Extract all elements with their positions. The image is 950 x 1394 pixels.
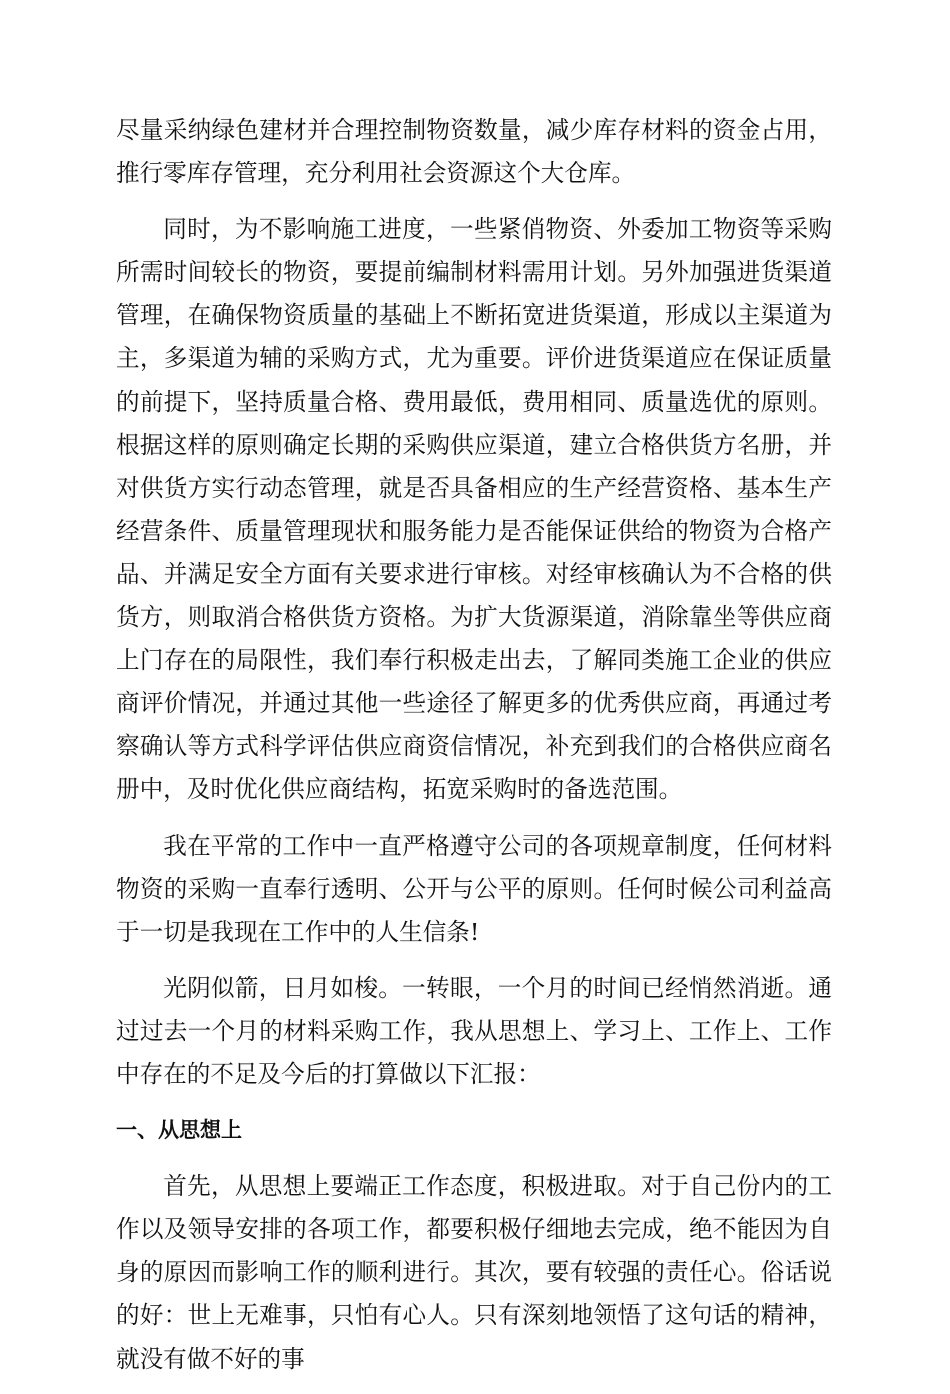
paragraph-work-attitude: 首先，从思想上要端正工作态度，积极进取。对于自己份内的工作以及领导安排的各项工作，都要积极仔细地去完成，绝不能因为自身的原因而影响工作的顺利进行。其次，要有较强的责任心。俗话说的好：世上无难事，只怕有心人。只有深刻地领悟了这句话的精神，就没有做不好的事 bbox=[116, 1172, 832, 1373]
document-body bbox=[116, 109, 832, 1394]
paragraph-monthly-report-intro: 光阴似箭，日月如梭。一转眼，一个月的时间已经悄然消逝。通过过去一个月的材料采购工作，我从思想上、学习上、工作上、工作中存在的不足及今后的打算做以下汇报： bbox=[116, 973, 832, 1088]
paragraph-procurement-channels: 同时，为不影响施工进度，一些紧俏物资、外委加工物资等采购所需时间较长的物资，要提前编制材料需用计划。另外加强进货渠道管理，在确保物资质量的基础上不断拓宽进货渠道，形成以主渠道为主，多渠道为辅的采购方式，尤为重要。评价进货渠道应在保证质量的前提下，坚持质量合格、费用最低，费用相同、质量选优的原则。根据这样的原则确定长期的采购供应渠道，建立合格供货方名册，并对供货方实行动态管理，就是否具备相应的生产经营资格、基本生产经营条件、质量管理现状和服务能力是否能保证供给的物资为合格产品、并满足安全方面有关要求进行审核。对经审核确认为不合格的供货方，则取消合格供货方资格。为扩大货源渠道，消除靠坐等供应商上门存在的局限性，我们奉行积极走出去，了解同类施工企业的供应商评价情况，并通过其他一些途径了解更多的优秀供应商，再通过考察确认等方式科学评估供应商资信情况，补充到我们的合格供应商名册中，及时优化供应商结构，拓宽采购时的备选范围。 bbox=[116, 215, 832, 804]
paragraph-green-materials: 尽量采纳绿色建材并合理控制物资数量，减少库存材料的资金占用，推行零库存管理，充分利用社会资源这个大仓库。 bbox=[116, 116, 832, 188]
section-heading-thought: 一、从思想上 bbox=[116, 1118, 242, 1143]
paragraph-compliance: 我在平常的工作中一直严格遵守公司的各项规章制度，任何材料物资的采购一直奉行透明、公开与公平的原则。任何时候公司利益高于一切是我现在工作中的人生信条! bbox=[116, 831, 832, 946]
